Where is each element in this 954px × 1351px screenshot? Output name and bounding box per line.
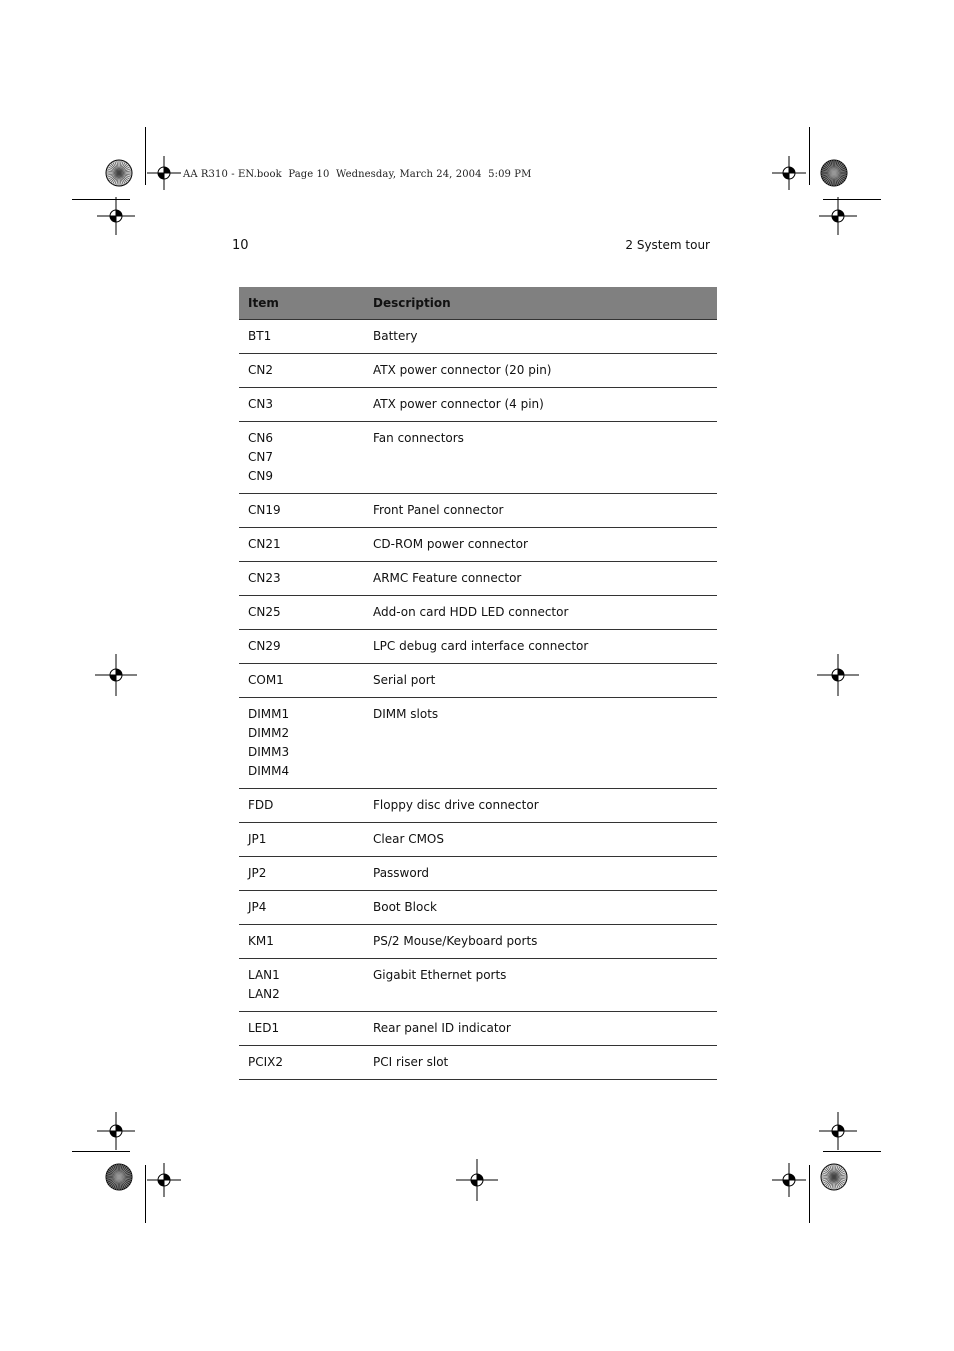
crop-mark-line [145, 1165, 146, 1223]
description-cell [373, 501, 717, 520]
item-code: CN25 [248, 605, 281, 619]
item-code: CN19 [248, 503, 281, 517]
item-cell [239, 361, 373, 380]
description-cell [373, 429, 717, 486]
item-cell [239, 327, 373, 346]
item-code: JP4 [248, 900, 267, 914]
item-cell [239, 1053, 373, 1072]
table-row [239, 823, 717, 857]
description-cell [373, 395, 717, 414]
description-text: CD-ROM power connector [373, 537, 528, 551]
description-text: LPC debug card interface connector [373, 639, 589, 653]
description-text: Front Panel connector [373, 503, 504, 517]
description-cell [373, 361, 717, 380]
page-number: 10 [232, 238, 249, 253]
table-row [239, 857, 717, 891]
description-text: Password [373, 866, 430, 880]
table-row [239, 354, 717, 388]
item-cell [239, 705, 373, 781]
item-code: CN21 [248, 537, 281, 551]
description-cell [373, 898, 717, 917]
description-text: Boot Block [373, 900, 437, 914]
registration-mark-icon [772, 1163, 806, 1197]
table-body [239, 320, 717, 1080]
registration-mark-icon [147, 1163, 181, 1197]
table-row [239, 528, 717, 562]
book-slug-line: AA R310 - EN.book Page 10 Wednesday, March 24, 2004 5:09 PM [183, 169, 532, 180]
table-row [239, 320, 717, 354]
crop-mark-line [809, 127, 810, 185]
item-code: CN2 [248, 363, 273, 377]
item-code: BT1 [248, 329, 272, 343]
item-cell [239, 671, 373, 690]
star-target-icon [105, 1163, 133, 1191]
item-code: DIMM1 [248, 707, 290, 721]
item-cell [239, 898, 373, 917]
item-cell [239, 1019, 373, 1038]
description-cell [373, 535, 717, 554]
table-row [239, 1046, 717, 1080]
table-row [239, 388, 717, 422]
description-text: PCI riser slot [373, 1055, 449, 1069]
item-code: DIMM2 [248, 726, 290, 740]
table-row [239, 698, 717, 789]
table-row [239, 891, 717, 925]
table-row [239, 422, 717, 494]
description-text: Gigabit Ethernet ports [373, 968, 507, 982]
table-row [239, 494, 717, 528]
item-cell [239, 535, 373, 554]
running-head: 2 System tour [625, 238, 710, 252]
item-cell [239, 569, 373, 588]
table-row [239, 664, 717, 698]
star-target-icon [820, 1163, 848, 1191]
item-code: JP2 [248, 866, 267, 880]
column-header-description: Description [373, 296, 451, 310]
item-code: LAN1 [248, 968, 280, 982]
item-cell [239, 796, 373, 815]
table-row [239, 630, 717, 664]
item-cell [239, 864, 373, 883]
crop-mark-line [823, 199, 881, 200]
description-text: Rear panel ID indicator [373, 1021, 511, 1035]
description-text: Add-on card HDD LED connector [373, 605, 569, 619]
table-row [239, 925, 717, 959]
registration-mark-icon [819, 197, 857, 235]
item-code: DIMM3 [248, 745, 290, 759]
item-code: LAN2 [248, 987, 280, 1001]
description-cell [373, 569, 717, 588]
registration-mark-icon [817, 654, 859, 696]
description-cell [373, 796, 717, 815]
description-text: Floppy disc drive connector [373, 798, 539, 812]
star-target-icon [820, 159, 848, 187]
description-cell [373, 1019, 717, 1038]
description-text: ATX power connector (4 pin) [373, 397, 544, 411]
registration-mark-icon [97, 1112, 135, 1150]
description-text: Battery [373, 329, 418, 343]
description-cell [373, 637, 717, 656]
description-text: Fan connectors [373, 431, 464, 445]
description-text: ARMC Feature connector [373, 571, 522, 585]
registration-mark-icon [772, 156, 806, 190]
description-cell [373, 932, 717, 951]
item-cell [239, 966, 373, 1004]
item-cell [239, 932, 373, 951]
registration-mark-icon [456, 1159, 498, 1201]
item-cell [239, 830, 373, 849]
description-text: Clear CMOS [373, 832, 444, 846]
description-text: DIMM slots [373, 707, 439, 721]
description-cell [373, 603, 717, 622]
crop-mark-line [72, 1151, 130, 1152]
column-header-item: Item [248, 296, 279, 310]
registration-mark-icon [95, 654, 137, 696]
crop-mark-line [809, 1165, 810, 1223]
item-cell [239, 395, 373, 414]
table-row [239, 596, 717, 630]
crop-mark-line [72, 199, 130, 200]
item-code: CN9 [248, 469, 273, 483]
item-code: CN23 [248, 571, 281, 585]
registration-mark-icon [819, 1112, 857, 1150]
table-header-row [239, 287, 717, 320]
item-code: FDD [248, 798, 274, 812]
item-code: CN3 [248, 397, 273, 411]
table-row [239, 1012, 717, 1046]
item-cell [239, 637, 373, 656]
item-code: DIMM4 [248, 764, 290, 778]
description-cell [373, 1053, 717, 1072]
crop-mark-line [823, 1151, 881, 1152]
star-target-icon [105, 159, 133, 187]
item-code: KM1 [248, 934, 274, 948]
item-code: JP1 [248, 832, 267, 846]
item-code: CN6 [248, 431, 273, 445]
registration-mark-icon [97, 197, 135, 235]
item-cell [239, 501, 373, 520]
description-cell [373, 671, 717, 690]
description-text: PS/2 Mouse/Keyboard ports [373, 934, 538, 948]
description-cell [373, 966, 717, 1004]
description-cell [373, 830, 717, 849]
item-cell [239, 429, 373, 486]
description-text: ATX power connector (20 pin) [373, 363, 552, 377]
description-cell [373, 864, 717, 883]
crop-mark-line [145, 127, 146, 185]
item-code: CN7 [248, 450, 273, 464]
table-row [239, 959, 717, 1012]
item-code: PCIX2 [248, 1055, 284, 1069]
item-cell [239, 603, 373, 622]
table-row [239, 562, 717, 596]
description-cell [373, 327, 717, 346]
item-code: COM1 [248, 673, 284, 687]
table-row [239, 789, 717, 823]
item-description-table [239, 287, 717, 1080]
registration-mark-icon [147, 156, 181, 190]
item-code: LED1 [248, 1021, 280, 1035]
description-cell [373, 705, 717, 781]
description-text: Serial port [373, 673, 436, 687]
item-code: CN29 [248, 639, 281, 653]
